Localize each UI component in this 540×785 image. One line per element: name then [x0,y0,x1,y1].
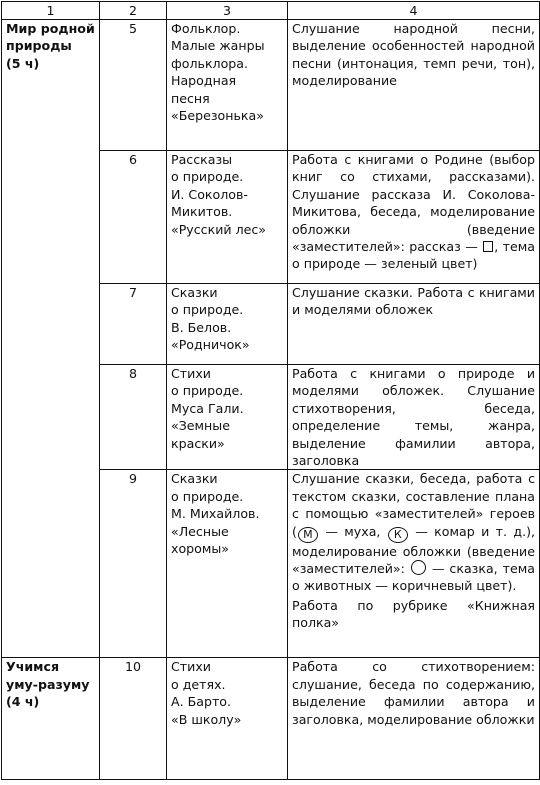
lesson-topic: Сказки о природе. М. Михайлов. «Лесные хоромы» [167,470,288,658]
column-header-4: 4 [288,2,540,20]
column-header-2: 2 [100,2,167,20]
bookshelf-note: Работа по рубрике «Книжная полка» [292,597,535,631]
activities-text: — комар и т. д.), моделирование обложки (введение «заместителей»: [292,523,535,577]
lesson-topic: Стихи о природе. Муса Гали. «Земные краски» [167,365,288,470]
empty-circle-symbol-icon [411,560,426,575]
section-title: Мир родной природы (5 ч) [2,20,100,658]
square-symbol-icon [483,241,493,252]
section-title: Учимся уму-разуму (4 ч) [2,658,100,780]
table-row [2,20,540,151]
activities-paragraph [292,470,535,594]
activities-text: — муха, [325,523,381,539]
lesson-topic: Стихи о детях. А. Барто. «В школу» [167,658,288,780]
activities-text: , тема о природе — зеленый цвет) [292,239,535,272]
lesson-plan-table [1,1,540,780]
table-row [2,658,540,780]
lesson-topic: Сказки о природе. В. Белов. «Родничок» [167,284,288,365]
lesson-activities: Работа с книгами о природе и моделями обложек. Слушание стихотворения, беседа, определение темы, жанра, выделение фамилии автора, заголовка [288,365,540,470]
lesson-number: 8 [100,365,167,470]
activities-text: Работа с книгами о Родине (выбор книг со стихами, рассказами). Слушание рассказа И. Соколова-Микитова, беседа, моделирование обложки (введение «заместителей»: рассказ — [292,152,535,255]
lesson-number: 7 [100,284,167,365]
lesson-number: 5 [100,20,167,151]
lesson-activities: Слушание сказки. Работа с книгами и моделями обложек [288,284,540,365]
lesson-activities [288,470,540,658]
lesson-topic: Рассказы о природе. И. Соколов- Микитов. «Русский лес» [167,151,288,284]
lesson-activities: Работа со стихотворением: слушание, беседа по содержанию, выделение фамилии автора и заголовка, моделирование обложки [288,658,540,780]
activities-text: Слушание сказки, беседа, работа с текстом сказки, составление плана с помощью «заместителей» героев ( [292,471,535,539]
lesson-activities [288,151,540,284]
lesson-activities: Слушание народной песни, выделение особенностей народной песни (интонация, темп речи, тон), моделирование [288,20,540,151]
circle-k-symbol-icon: К [388,527,408,543]
lesson-number: 10 [100,658,167,780]
circle-m-symbol-icon: М [298,527,318,543]
activities-text: — сказка, тема о животных — коричневый цвет). [292,561,535,594]
lesson-number: 6 [100,151,167,284]
lesson-number: 9 [100,470,167,658]
lesson-topic: Фольклор. Малые жанры фольклора. Народная песня «Березонька» [167,20,288,151]
column-header-3: 3 [167,2,288,20]
column-header-1: 1 [2,2,100,20]
header-row [2,2,540,20]
